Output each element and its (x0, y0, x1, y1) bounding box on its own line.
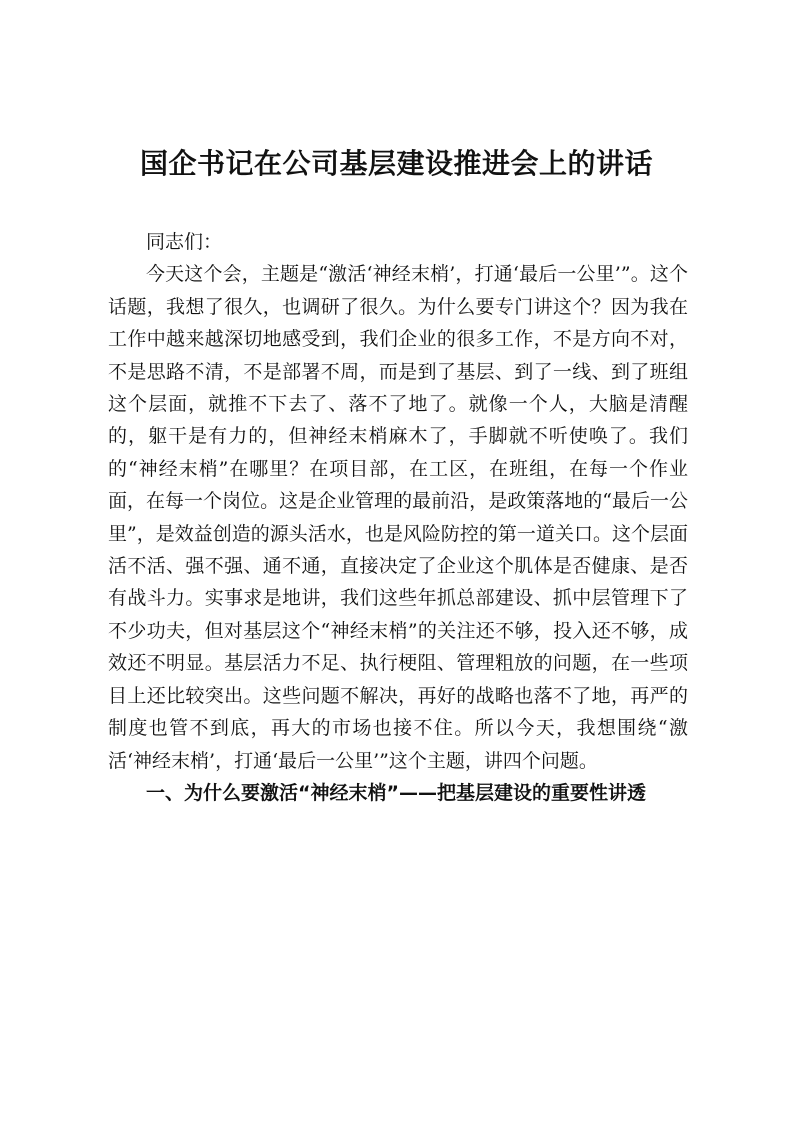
paragraph-1: 今天这个会，主题是“激活‘神经末梢’，打通‘最后一公里’”。这个话题，我想了很久，也调研了很久。为什么要专门讲这个？因为我在工作中越来越深切地感受到，我们企业的很多工作，不是方向不对，不是思路不清，不是部署不周，而是到了基层、到了一线、到了班组这个层面，就推不下去了、落不了地了。就像一个人，大脑是清醒的，躯干是有力的，但神经末梢麻木了，手脚就不听使唤了。我们的“神经末梢”在哪里？在项目部，在工区，在班组，在每一个作业面，在每一个岗位。这是企业管理的最前沿，是政策落地的“最后一公里”，是效益创造的源头活水，也是风险防控的第一道关口。这个层面活不活、强不强、通不通，直接决定了企业这个肌体是否健康、是否有战斗力。实事求是地讲，我们这些年抓总部建设、抓中层管理下了不少功夫，但对基层这个“神经末梢”的关注还不够，投入还不够，成效还不明显。基层活力不足、执行梗阻、管理粗放的问题，在一些项目上还比较突出。这些问题不解决，再好的战略也落不了地，再严的制度也管不到底，再大的市场也接不住。所以今天，我想围绕“激活‘神经末梢’，打通‘最后一公里’”这个主题，讲四个问题。 (108, 263, 688, 772)
document-title: 国企书记在公司基层建设推进会上的讲话 (139, 147, 653, 180)
section-heading-1: 一、为什么要激活“神经末梢”——把基层建设的重要性讲透 (146, 781, 646, 804)
document-body (108, 226, 688, 809)
salutation: 同志们： (146, 231, 223, 253)
